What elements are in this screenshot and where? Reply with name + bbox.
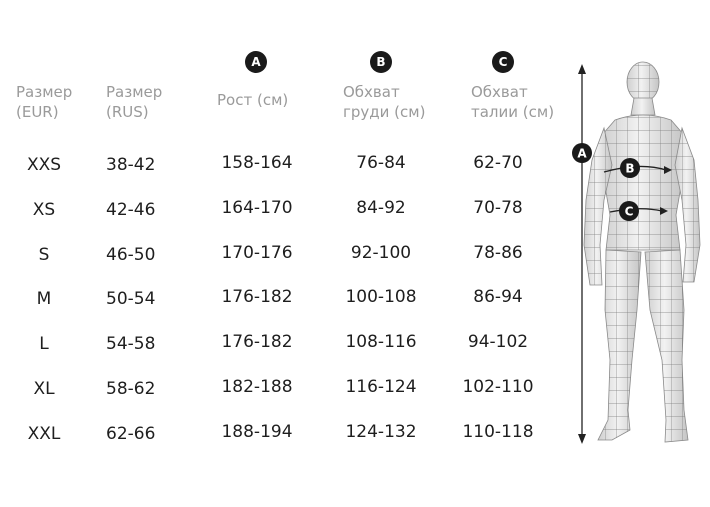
header-size-eur: Размер (EUR) [16, 83, 73, 121]
header-chest: Обхват груди (см) [343, 83, 426, 121]
cell-size-rus: 46-50 [106, 245, 156, 265]
cell-waist: 78-86 [473, 243, 523, 263]
cell-size-rus: 58-62 [106, 379, 156, 399]
badge-c-figure [619, 201, 639, 221]
header-size-rus: Размер (RUS) [106, 83, 163, 121]
badge-b: B [370, 51, 392, 73]
cell-size-eur: L [39, 334, 49, 354]
cell-size-rus: 62-66 [106, 424, 156, 444]
svg-text:A: A [577, 146, 587, 161]
cell-waist: 110-118 [462, 422, 534, 442]
cell-height: 164-170 [221, 198, 293, 218]
cell-size-rus: 50-54 [106, 289, 156, 309]
cell-size-eur: XS [32, 200, 56, 220]
cell-chest: 84-92 [356, 198, 406, 218]
cell-height: 170-176 [221, 243, 293, 263]
cell-waist: 86-94 [473, 287, 523, 307]
cell-chest: 76-84 [356, 153, 406, 173]
badge-a: A [245, 51, 267, 73]
cell-waist: 62-70 [473, 153, 523, 173]
cell-waist: 70-78 [473, 198, 523, 218]
cell-size-eur: S [38, 245, 50, 265]
cell-size-eur: XXS [26, 155, 62, 175]
cell-height: 176-182 [221, 332, 293, 352]
svg-text:C: C [624, 204, 634, 219]
cell-chest: 100-108 [345, 287, 417, 307]
cell-size-eur: M [36, 289, 52, 309]
badge-b-figure [620, 158, 640, 178]
header-height: Рост (см) [217, 91, 289, 109]
cell-height: 188-194 [221, 422, 293, 442]
mannequin-body [584, 62, 700, 442]
cell-height: 158-164 [221, 153, 293, 173]
cell-size-rus: 42-46 [106, 200, 156, 220]
cell-chest: 92-100 [350, 243, 412, 263]
cell-size-rus: 54-58 [106, 334, 156, 354]
height-arrow [578, 64, 586, 444]
cell-size-eur: XL [33, 379, 55, 399]
svg-text:B: B [625, 161, 635, 176]
cell-size-eur: XXL [27, 424, 61, 444]
cell-waist: 102-110 [462, 377, 534, 397]
cell-height: 182-188 [221, 377, 293, 397]
cell-chest: 108-116 [345, 332, 417, 352]
cell-size-rus: 38-42 [106, 155, 156, 175]
cell-waist: 94-102 [467, 332, 529, 352]
cell-chest: 116-124 [345, 377, 417, 397]
badge-c: C [492, 51, 514, 73]
badge-a-figure [572, 143, 592, 163]
header-waist: Обхват талии (см) [471, 83, 555, 121]
cell-chest: 124-132 [345, 422, 417, 442]
cell-height: 176-182 [221, 287, 293, 307]
